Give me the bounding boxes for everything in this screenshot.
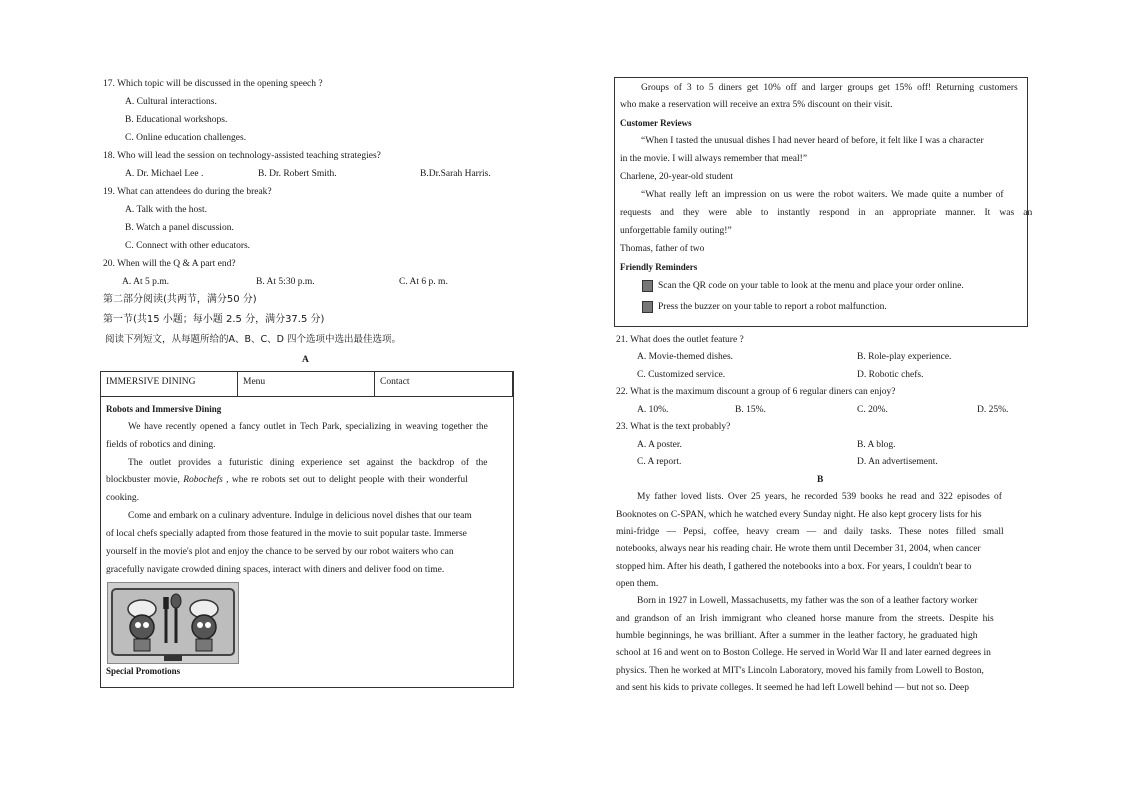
subsection-title: 第一节(共15 小题；每小题 2.5 分，满分37.5 分) [103, 314, 325, 325]
review-2-line-1: “What really left an impression on us were the robot waiters. We made quite a number of [641, 190, 1004, 200]
question-23-option-a: A. A poster. [637, 440, 682, 450]
robot-chefs-icon [108, 583, 238, 663]
ad-paragraph-2-line-1: The outlet provides a futuristic dining experience set against the backdrop of the [128, 458, 488, 468]
ad-paragraph-2-line-2: blockbuster movie, Robochefs , whe re robots set out to delight people with their wonderful [106, 475, 468, 485]
question-20-option-a: A. At 5 p.m. [122, 277, 169, 287]
nav-label-immersive-dining: IMMERSIVE DINING [106, 377, 196, 387]
question-21-stem: 21. What does the outlet feature ? [616, 335, 744, 345]
reading-instruction: 阅读下列短文，从每题所给的A、B、C、D 四个选项中选出最佳选项。 [105, 334, 401, 345]
ad-paragraph-3-line-3: yourself in the movie's plot and enjoy the chance to be served by our robot waiters who can [106, 547, 454, 557]
question-22-stem: 22. What is the maximum discount a group of 6 regular diners can enjoy? [616, 387, 896, 397]
review-1-line-2: in the movie. I will always remember that meal!” [620, 154, 808, 164]
passage-b-p1-line-6: open them. [616, 579, 659, 589]
ad-paragraph-1-line-2: fields of robotics and dining. [106, 440, 216, 450]
review-2-line-3: unforgettable family outing!” [620, 226, 732, 236]
nav-label-menu: Menu [243, 377, 266, 387]
passage-b-p1-line-5: stopped him. After his death, I gathered the notebooks into a box. For years, I couldn't bear to [616, 562, 972, 572]
robot-chefs-illustration [107, 582, 239, 664]
question-22-option-a: A. 10%. [637, 405, 669, 415]
question-22-option-d: D. 25%. [977, 405, 1009, 415]
robot-bullet-icon [642, 301, 653, 313]
passage-b-p2-line-3: humble beginnings, he was brilliant. After a summer in the leather factory, he graduated high [616, 631, 978, 641]
passage-b-p2-line-1: Born in 1927 in Lowell, Massachusetts, my father was the son of a leather factory worker [637, 596, 978, 606]
ad-paragraph-3-line-2: of local chefs specially adapted from those featured in the movie to suit popular taste. Immerse [106, 529, 467, 539]
question-21-option-d: D. Robotic chefs. [857, 370, 924, 380]
ad-paragraph-2-line-3: cooking. [106, 493, 139, 503]
review-2-author: Thomas, father of two [620, 244, 705, 254]
question-20-option-c: C. At 6 p. m. [399, 277, 448, 287]
promo-line-2: who make a reservation will receive an extra 5% discount on their visit. [620, 100, 893, 110]
customer-reviews-heading: Customer Reviews [620, 118, 692, 128]
ad-paragraph-1-line-1: We have recently opened a fancy outlet in Tech Park, specializing in weaving together the [128, 422, 488, 432]
question-19-option-a: A. Talk with the host. [125, 205, 208, 215]
reminder-1: Scan the QR code on your table to look at the menu and place your order online. [658, 281, 964, 291]
friendly-reminders-heading: Friendly Reminders [620, 262, 698, 272]
question-17-option-c: C. Online education challenges. [125, 133, 247, 143]
question-22-option-c: C. 20%. [857, 405, 888, 415]
passage-b-p2-line-4: school at 16 and went on to Boston College. He served in World War II and later earned degrees in [616, 648, 991, 658]
review-1-author: Charlene, 20-year-old student [620, 172, 733, 182]
question-19-option-c: C. Connect with other educators. [125, 241, 251, 251]
ad-heading: Robots and Immersive Dining [106, 404, 222, 414]
question-23-option-d: D. An advertisement. [857, 457, 938, 467]
question-19-option-b: B. Watch a panel discussion. [125, 223, 234, 233]
passage-b-p2-line-2: and grandson of an Irish immigrant who cleaned horse manure from the streets. Despite his [616, 614, 994, 624]
robot-bullet-icon [642, 280, 653, 292]
review-2-line-2: requests and they were able to instantly respond in an appropriate manner. It was an [620, 208, 1033, 218]
question-17-stem: 17. Which topic will be discussed in the opening speech ? [103, 79, 323, 89]
passage-b-p1-line-4: notebooks, always near his reading chair. He wrote them until December 31, 2004, when cancer [616, 544, 981, 554]
question-17-option-a: A. Cultural interactions. [125, 97, 217, 107]
question-23-option-b: B. A blog. [857, 440, 896, 450]
question-18-option-b: B. Dr. Robert Smith. [258, 169, 337, 179]
ad-paragraph-3-line-1: Come and embark on a culinary adventure. Indulge in delicious novel dishes that our team [128, 511, 472, 521]
passage-b-p2-line-5: physics. Then he worked at MIT's Lincoln Laboratory, moved his family from Lowell to Boston, [616, 666, 984, 676]
question-18-option-c: B.Dr.Sarah Harris. [420, 169, 491, 179]
promo-line-1: Groups of 3 to 5 diners get 10% off and larger groups get 15% off! Returning customers [641, 83, 1018, 93]
nav-cell-immersive-dining [100, 371, 238, 397]
passage-b-p2-line-6: and sent his kids to private colleges. It seemed he had left Lowell behind — but not so. Deep [616, 683, 969, 693]
question-23-stem: 23. What is the text probably? [616, 422, 731, 432]
question-18-option-a: A. Dr. Michael Lee . [125, 169, 204, 179]
question-20-stem: 20. When will the Q & A part end? [103, 259, 236, 269]
ad-paragraph-3-line-4: gracefully navigate crowded dining spaces, interact with diners and deliver food on time. [106, 565, 445, 575]
passage-a-letter: A [302, 355, 309, 365]
review-1-line-1: “When I tasted the unusual dishes I had never heard of before, it felt like I was a character [641, 136, 984, 146]
passage-b-p1-line-2: Booknotes on C-SPAN, which he watched every Sunday night. He also kept grocery lists for his [616, 510, 982, 520]
question-21-option-a: A. Movie-themed dishes. [637, 352, 734, 362]
nav-cell-menu [237, 371, 375, 397]
question-19-stem: 19. What can attendees do during the break? [103, 187, 272, 197]
question-17-option-b: B. Educational workshops. [125, 115, 228, 125]
nav-cell-contact [374, 371, 513, 397]
special-promotions-heading: Special Promotions [106, 666, 181, 676]
movie-title: Robochefs [183, 475, 223, 485]
section-title: 第二部分阅读(共两节，满分50 分) [103, 294, 257, 305]
question-21-option-c: C. Customized service. [637, 370, 726, 380]
nav-label-contact: Contact [380, 377, 410, 387]
question-20-option-b: B. At 5:30 p.m. [256, 277, 315, 287]
question-21-option-b: B. Role-play experience. [857, 352, 952, 362]
passage-b-letter: B [817, 475, 824, 485]
question-22-option-b: B. 15%. [735, 405, 766, 415]
reminder-2: Press the buzzer on your table to report a robot malfunction. [658, 302, 887, 312]
question-18-stem: 18. Who will lead the session on technology-assisted teaching strategies? [103, 151, 381, 161]
question-23-option-c: C. A report. [637, 457, 682, 467]
passage-b-p1-line-3: mini-fridge — Pepsi, coffee, heavy cream — and daily tasks. These notes filled small [616, 527, 1004, 537]
passage-b-p1-line-1: My father loved lists. Over 25 years, he recorded 539 books he read and 322 episodes of [637, 492, 1002, 502]
